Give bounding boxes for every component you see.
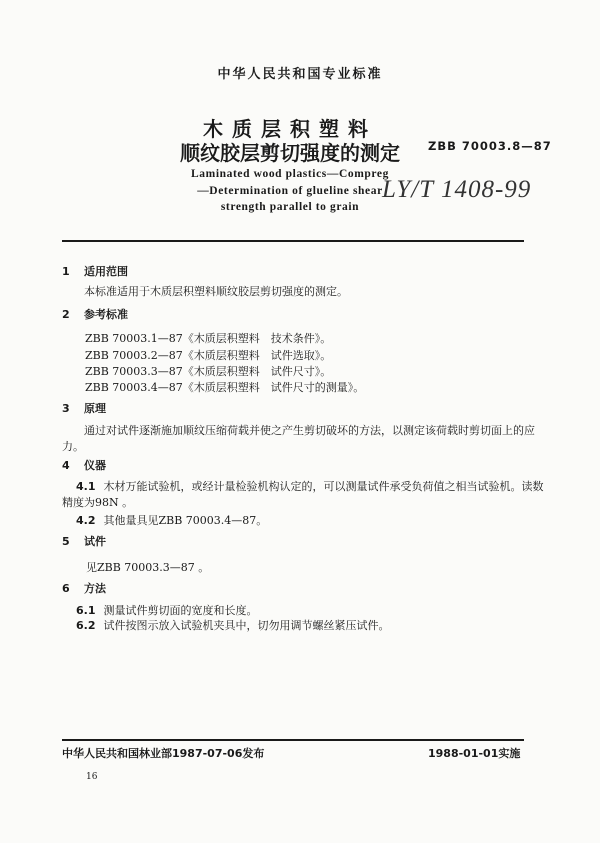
clause-6-1: 6.1 测量试件剪切面的宽度和长度。 — [76, 604, 258, 617]
section-3-heading: 3 原理 — [62, 402, 106, 415]
reference-item: ZBB 70003.3—87《木质层积塑料 试件尺寸》。 — [85, 365, 332, 378]
section-3-body-cont: 力。 — [62, 440, 84, 453]
title-en-line1: Laminated wood plastics—Compreg — [191, 168, 389, 180]
title-cn-line1: 木质层积塑料 — [203, 117, 377, 141]
handwritten-code: LY/T 1408-99 — [382, 176, 532, 203]
section-5-body: 见ZBB 70003.3—87 。 — [86, 561, 210, 574]
title-en-line2: —Determination of glueline shear — [197, 185, 383, 197]
clause-6-2: 6.2 试件按图示放入试验机夹具中，切勿用调节螺丝紧压试件。 — [76, 619, 390, 632]
reference-item: ZBB 70003.2—87《木质层积塑料 试件选取》。 — [85, 349, 332, 362]
header-divider — [62, 240, 524, 242]
standard-code: ZBB 70003.8—87 — [428, 139, 552, 153]
footer-divider — [62, 739, 524, 741]
clause-4-2: 4.2 其他量具见ZBB 70003.4—87。 — [76, 514, 268, 527]
page-number: 16 — [86, 772, 98, 782]
section-1-heading: 1 适用范围 — [62, 265, 128, 278]
reference-item: ZBB 70003.4—87《木质层积塑料 试件尺寸的测量》。 — [85, 381, 365, 394]
clause-4-1: 4.1 木材万能试验机，或经计量检验机构认定的，可以测量试件承受负荷值之相当试验机。读数 — [76, 480, 544, 493]
section-6-heading: 6 方法 — [62, 582, 106, 595]
section-5-heading: 5 试件 — [62, 535, 106, 548]
section-3-body: 通过对试件逐渐施加顺纹压缩荷载并使之产生剪切破坏的方法，以测定该荷载时剪切面上的应 — [84, 424, 535, 437]
section-4-heading: 4 仪器 — [62, 459, 106, 472]
clause-4-1-cont: 精度为98N 。 — [62, 496, 134, 509]
issuer-header: 中华人民共和国专业标准 — [217, 67, 383, 82]
issued-date: 中华人民共和国林业部1987-07-06发布 — [62, 747, 265, 760]
reference-item: ZBB 70003.1—87《木质层积塑料 技术条件》。 — [85, 332, 332, 345]
effective-date: 1988-01-01实施 — [428, 747, 521, 760]
title-cn-line2: 顺纹胶层剪切强度的测定 — [180, 141, 400, 165]
section-1-body: 本标准适用于木质层积塑料顺纹胶层剪切强度的测定。 — [84, 285, 348, 298]
title-en-line3: strength parallel to grain — [220, 201, 360, 213]
section-2-heading: 2 参考标准 — [62, 308, 128, 321]
